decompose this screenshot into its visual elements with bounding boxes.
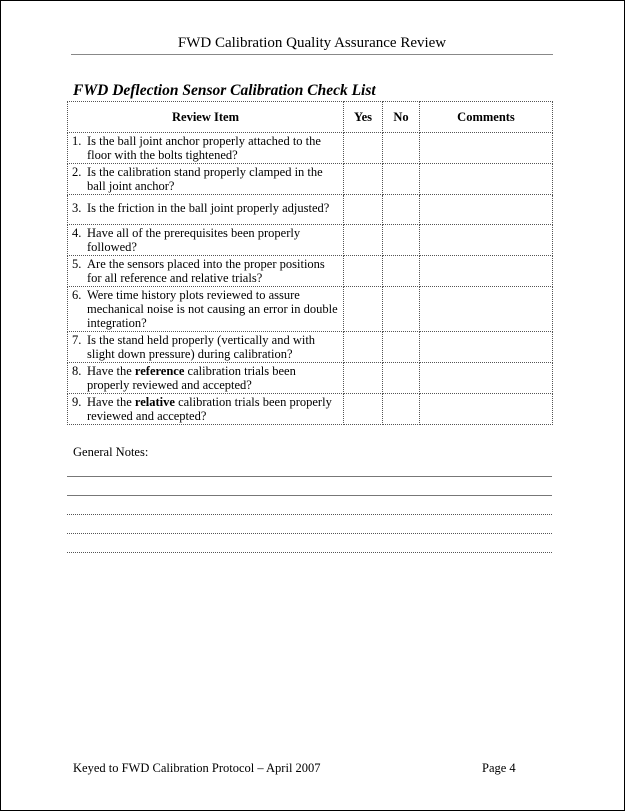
item-number: 6. bbox=[72, 288, 82, 302]
item-text-part: calibration trials been properly reviewed and accepted? bbox=[87, 395, 332, 423]
yes-cell[interactable] bbox=[344, 287, 383, 332]
item-text-part: Have the bbox=[87, 364, 135, 378]
item-text-part: Is the ball joint anchor properly attached to the floor with the bolts tightened? bbox=[87, 134, 321, 162]
table-row bbox=[68, 363, 553, 394]
item-text-part: Is the friction in the ball joint properly adjusted? bbox=[87, 201, 330, 215]
column-header-yes: Yes bbox=[344, 102, 383, 133]
item-number: 1. bbox=[72, 134, 82, 148]
table-row bbox=[68, 225, 553, 256]
yes-cell[interactable] bbox=[344, 363, 383, 394]
item-text-part: Were time history plots reviewed to assure mechanical noise is not causing an error in double integration? bbox=[87, 288, 338, 330]
no-cell[interactable] bbox=[383, 225, 420, 256]
yes-cell[interactable] bbox=[344, 164, 383, 195]
yes-cell[interactable] bbox=[344, 332, 383, 363]
note-line[interactable] bbox=[67, 552, 552, 553]
item-text bbox=[87, 364, 339, 392]
general-notes-label: General Notes: bbox=[73, 445, 149, 459]
item-text bbox=[87, 226, 339, 254]
item-text bbox=[87, 395, 339, 423]
table-row bbox=[68, 164, 553, 195]
item-text bbox=[87, 165, 339, 193]
item-text-part: Is the stand held properly (vertically and with slight down pressure) during calibration? bbox=[87, 333, 316, 361]
item-text bbox=[87, 333, 339, 361]
item-text-part: Are the sensors placed into the proper positions for all reference and relative trials? bbox=[87, 257, 325, 285]
table-row bbox=[68, 287, 553, 332]
item-number: 7. bbox=[72, 333, 82, 347]
column-header-review-item: Review Item bbox=[68, 102, 344, 133]
item-text bbox=[87, 134, 339, 162]
no-cell[interactable] bbox=[383, 133, 420, 164]
comments-cell[interactable] bbox=[420, 287, 553, 332]
table-row bbox=[68, 195, 553, 225]
comments-cell[interactable] bbox=[420, 195, 553, 225]
yes-cell[interactable] bbox=[344, 133, 383, 164]
yes-cell[interactable] bbox=[344, 394, 383, 425]
table-header-row bbox=[68, 102, 553, 133]
item-text-part: calibration trials been properly reviewed and accepted? bbox=[87, 364, 296, 392]
yes-cell[interactable] bbox=[344, 225, 383, 256]
yes-cell[interactable] bbox=[344, 256, 383, 287]
header-rule bbox=[71, 54, 553, 55]
column-header-no: No bbox=[383, 102, 420, 133]
item-number: 4. bbox=[72, 226, 82, 240]
item-text bbox=[87, 288, 339, 330]
item-number: 2. bbox=[72, 165, 82, 179]
note-line[interactable] bbox=[67, 533, 552, 534]
comments-cell[interactable] bbox=[420, 164, 553, 195]
review-item-cell bbox=[68, 133, 344, 164]
no-cell[interactable] bbox=[383, 164, 420, 195]
note-line[interactable] bbox=[67, 514, 552, 515]
page-header: FWD Calibration Quality Assurance Review bbox=[177, 35, 447, 51]
column-header-comments: Comments bbox=[420, 102, 553, 133]
comments-cell[interactable] bbox=[420, 332, 553, 363]
review-item-cell bbox=[68, 332, 344, 363]
review-item-cell bbox=[68, 256, 344, 287]
comments-cell[interactable] bbox=[420, 363, 553, 394]
item-number: 5. bbox=[72, 257, 82, 271]
item-text-emphasis: reference bbox=[134, 364, 185, 378]
footer-protocol: Keyed to FWD Calibration Protocol – April 2007 bbox=[73, 761, 321, 775]
review-item-cell bbox=[68, 287, 344, 332]
table-row bbox=[68, 256, 553, 287]
comments-cell[interactable] bbox=[420, 133, 553, 164]
item-text-part: Have the bbox=[87, 395, 135, 409]
checklist-body bbox=[68, 133, 553, 425]
no-cell[interactable] bbox=[383, 195, 420, 225]
item-text-part: Is the calibration stand properly clamped in the ball joint anchor? bbox=[87, 165, 323, 193]
comments-cell[interactable] bbox=[420, 225, 553, 256]
table-row bbox=[68, 394, 553, 425]
no-cell[interactable] bbox=[383, 287, 420, 332]
table-row bbox=[68, 332, 553, 363]
item-text-emphasis: relative bbox=[134, 395, 175, 409]
yes-cell[interactable] bbox=[344, 195, 383, 225]
no-cell[interactable] bbox=[383, 332, 420, 363]
section-title: FWD Deflection Sensor Calibration Check List bbox=[73, 82, 376, 99]
review-item-cell bbox=[68, 363, 344, 394]
review-item-cell bbox=[68, 195, 344, 225]
no-cell[interactable] bbox=[383, 394, 420, 425]
item-text-part: Have all of the prerequisites been properly followed? bbox=[87, 226, 301, 254]
table-row bbox=[68, 133, 553, 164]
item-number: 3. bbox=[72, 201, 82, 215]
review-item-cell bbox=[68, 164, 344, 195]
item-text bbox=[87, 257, 339, 285]
item-number: 8. bbox=[72, 364, 82, 378]
no-cell[interactable] bbox=[383, 363, 420, 394]
footer-page-number: Page 4 bbox=[482, 761, 516, 775]
item-number: 9. bbox=[72, 395, 82, 409]
review-item-cell bbox=[68, 394, 344, 425]
item-text bbox=[87, 201, 339, 215]
comments-cell[interactable] bbox=[420, 256, 553, 287]
comments-cell[interactable] bbox=[420, 394, 553, 425]
note-line[interactable] bbox=[67, 495, 552, 496]
review-item-cell bbox=[68, 225, 344, 256]
no-cell[interactable] bbox=[383, 256, 420, 287]
checklist-table bbox=[67, 101, 553, 425]
note-line[interactable] bbox=[67, 476, 552, 477]
